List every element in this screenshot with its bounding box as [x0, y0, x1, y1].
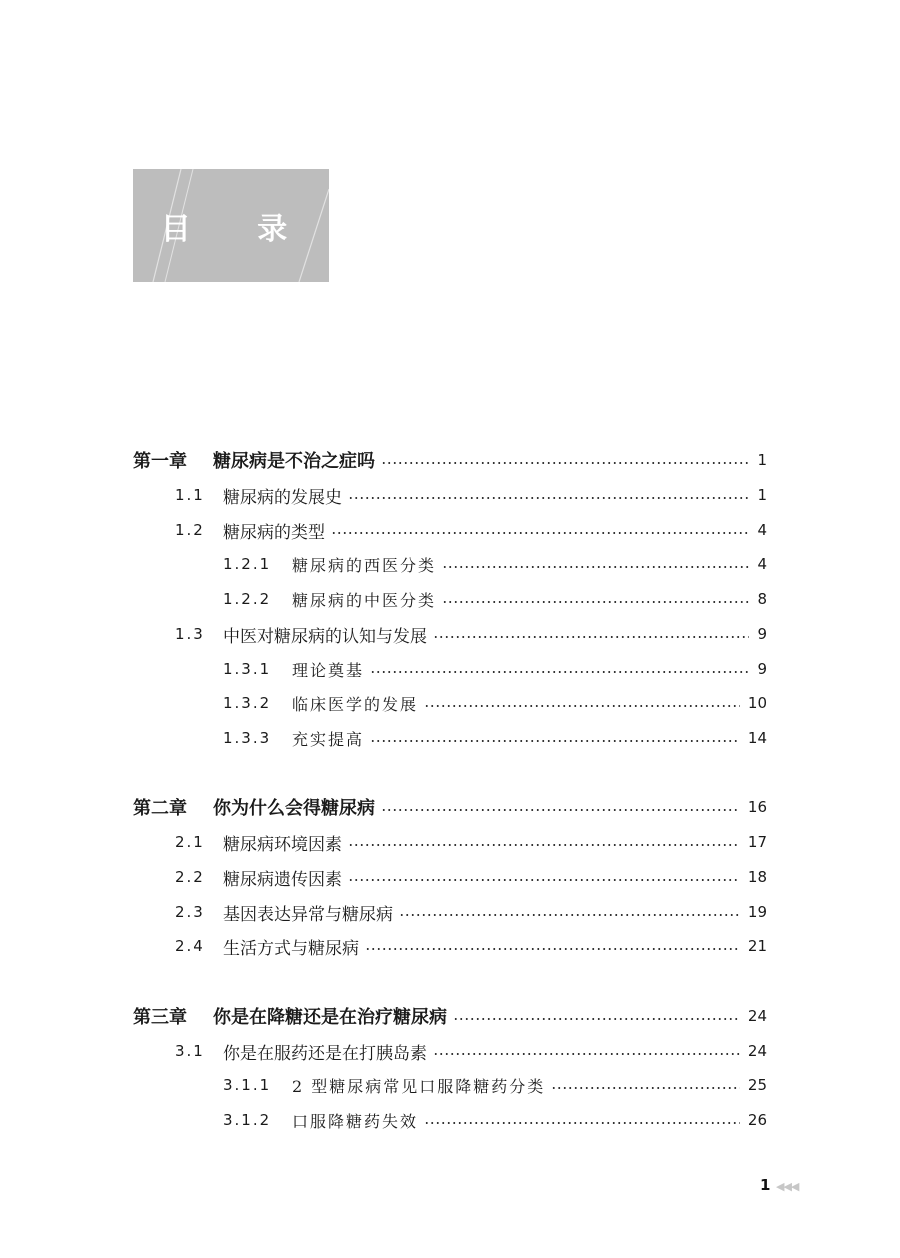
toc-leader-dots — [370, 740, 740, 742]
toc-leader-dots — [399, 914, 740, 916]
toc-entry-number: 1.3 — [175, 625, 205, 643]
toc-entry-number: 1.2.2 — [223, 590, 272, 608]
toc-leader-dots — [424, 1122, 740, 1124]
toc-entry-page: 19 — [747, 903, 767, 921]
toc-entry-title: 你是在服药还是在打胰岛素 — [223, 1039, 429, 1064]
toc-entry[interactable] — [0, 863, 900, 891]
toc-entry-number: 2.3 — [175, 903, 205, 921]
toc-entry-page: 25 — [747, 1076, 767, 1094]
page-arrows-icon: ◀◀◀ — [776, 1180, 799, 1193]
toc-leader-dots — [433, 1053, 740, 1055]
toc-leader-dots — [433, 636, 749, 638]
toc-entry[interactable] — [0, 828, 900, 856]
toc-leader-dots — [453, 1018, 740, 1020]
toc-entry-title: 理论奠基 — [292, 658, 366, 681]
toc-entry-title: 糖尿病环境因素 — [223, 830, 344, 855]
toc-entry[interactable] — [0, 516, 900, 544]
toc-entry-number: 第一章 — [133, 451, 187, 472]
toc-leader-dots — [551, 1087, 740, 1089]
toc-entry-page: 16 — [747, 798, 767, 816]
toc-entry-title: 糖尿病的中医分类 — [292, 588, 438, 611]
toc-entry-number: 3.1.2 — [223, 1111, 272, 1129]
toc-entry-number: 3.1.1 — [223, 1076, 272, 1094]
toc-entry-page: 10 — [747, 694, 767, 712]
toc-entry-number: 第三章 — [133, 1007, 187, 1028]
toc-leader-dots — [348, 879, 740, 881]
toc-leader-dots — [381, 809, 740, 811]
toc-title: 目 录 — [160, 211, 316, 247]
toc-leader-dots — [331, 532, 749, 534]
toc-entry-page: 4 — [757, 555, 767, 573]
toc-entry-title: 2 型糖尿病常见口服降糖药分类 — [292, 1074, 547, 1097]
toc-entry-title: 基因表达异常与糖尿病 — [223, 900, 395, 925]
toc-entry-title: 糖尿病是不治之症吗 — [213, 447, 377, 473]
toc-entry-page: 1 — [757, 451, 767, 469]
toc-entry-title: 口服降糖药失效 — [292, 1109, 420, 1132]
toc-entry-page: 18 — [747, 868, 767, 886]
toc-entry-page: 9 — [757, 660, 767, 678]
toc-entry-number: 第二章 — [133, 798, 187, 819]
toc-entry-number: 1.3.2 — [223, 694, 272, 712]
toc-leader-dots — [442, 566, 749, 568]
toc-title-box — [133, 169, 329, 282]
toc-entry[interactable] — [0, 793, 900, 821]
toc-entry[interactable] — [0, 1071, 900, 1099]
page-number: 1 — [760, 1176, 771, 1194]
toc-entry[interactable] — [0, 585, 900, 613]
toc-entry-number: 1.1 — [175, 486, 205, 504]
toc-entry-number: 1.3.1 — [223, 660, 272, 678]
toc-entry-page: 8 — [757, 590, 767, 608]
toc-entry[interactable] — [0, 1002, 900, 1030]
toc-entry-title: 糖尿病的类型 — [223, 518, 327, 543]
toc-entry[interactable] — [0, 446, 900, 474]
toc-entry-page: 24 — [747, 1007, 767, 1025]
toc-entry-title: 充实提高 — [292, 727, 366, 750]
toc-entry-title: 糖尿病的西医分类 — [292, 553, 438, 576]
toc-entry[interactable] — [0, 620, 900, 648]
toc-entry-number: 1.3.3 — [223, 729, 272, 747]
toc-entry-page: 1 — [757, 486, 767, 504]
toc-leader-dots — [348, 497, 749, 499]
toc-entry-page: 17 — [747, 833, 767, 851]
toc-entry[interactable] — [0, 932, 900, 960]
toc-entry-page: 26 — [747, 1111, 767, 1129]
toc-entry-page: 9 — [757, 625, 767, 643]
toc-entry[interactable] — [0, 898, 900, 926]
toc-entry[interactable] — [0, 1106, 900, 1134]
toc-entry[interactable] — [0, 689, 900, 717]
toc-entry-number: 2.1 — [175, 833, 205, 851]
toc-leader-dots — [365, 948, 740, 950]
toc-leader-dots — [348, 844, 740, 846]
toc-entry-title: 糖尿病遗传因素 — [223, 865, 344, 890]
toc-entry-title: 你为什么会得糖尿病 — [213, 794, 377, 820]
toc-leader-dots — [370, 671, 749, 673]
toc-entry-page: 4 — [757, 521, 767, 539]
toc-entry[interactable] — [0, 724, 900, 752]
toc-entry-title: 中医对糖尿病的认知与发展 — [223, 622, 429, 647]
toc-entry-page: 14 — [747, 729, 767, 747]
toc-entry-page: 24 — [747, 1042, 767, 1060]
toc-leader-dots — [424, 705, 740, 707]
toc-entry-number: 3.1 — [175, 1042, 205, 1060]
toc-entry-number: 2.4 — [175, 937, 205, 955]
toc-entry-page: 21 — [747, 937, 767, 955]
toc-entry[interactable] — [0, 655, 900, 683]
toc-entry-title: 临床医学的发展 — [292, 692, 420, 715]
toc-entry-title: 你是在降糖还是在治疗糖尿病 — [213, 1003, 449, 1029]
toc-entry[interactable] — [0, 1037, 900, 1065]
toc-entry-title: 生活方式与糖尿病 — [223, 934, 361, 959]
toc-entry-title: 糖尿病的发展史 — [223, 483, 344, 508]
toc-entry-number: 1.2.1 — [223, 555, 272, 573]
toc-entry-number: 2.2 — [175, 868, 205, 886]
toc-entry-number: 1.2 — [175, 521, 205, 539]
toc-leader-dots — [381, 462, 749, 464]
toc-leader-dots — [442, 601, 749, 603]
toc-entry[interactable] — [0, 550, 900, 578]
toc-entry[interactable] — [0, 481, 900, 509]
